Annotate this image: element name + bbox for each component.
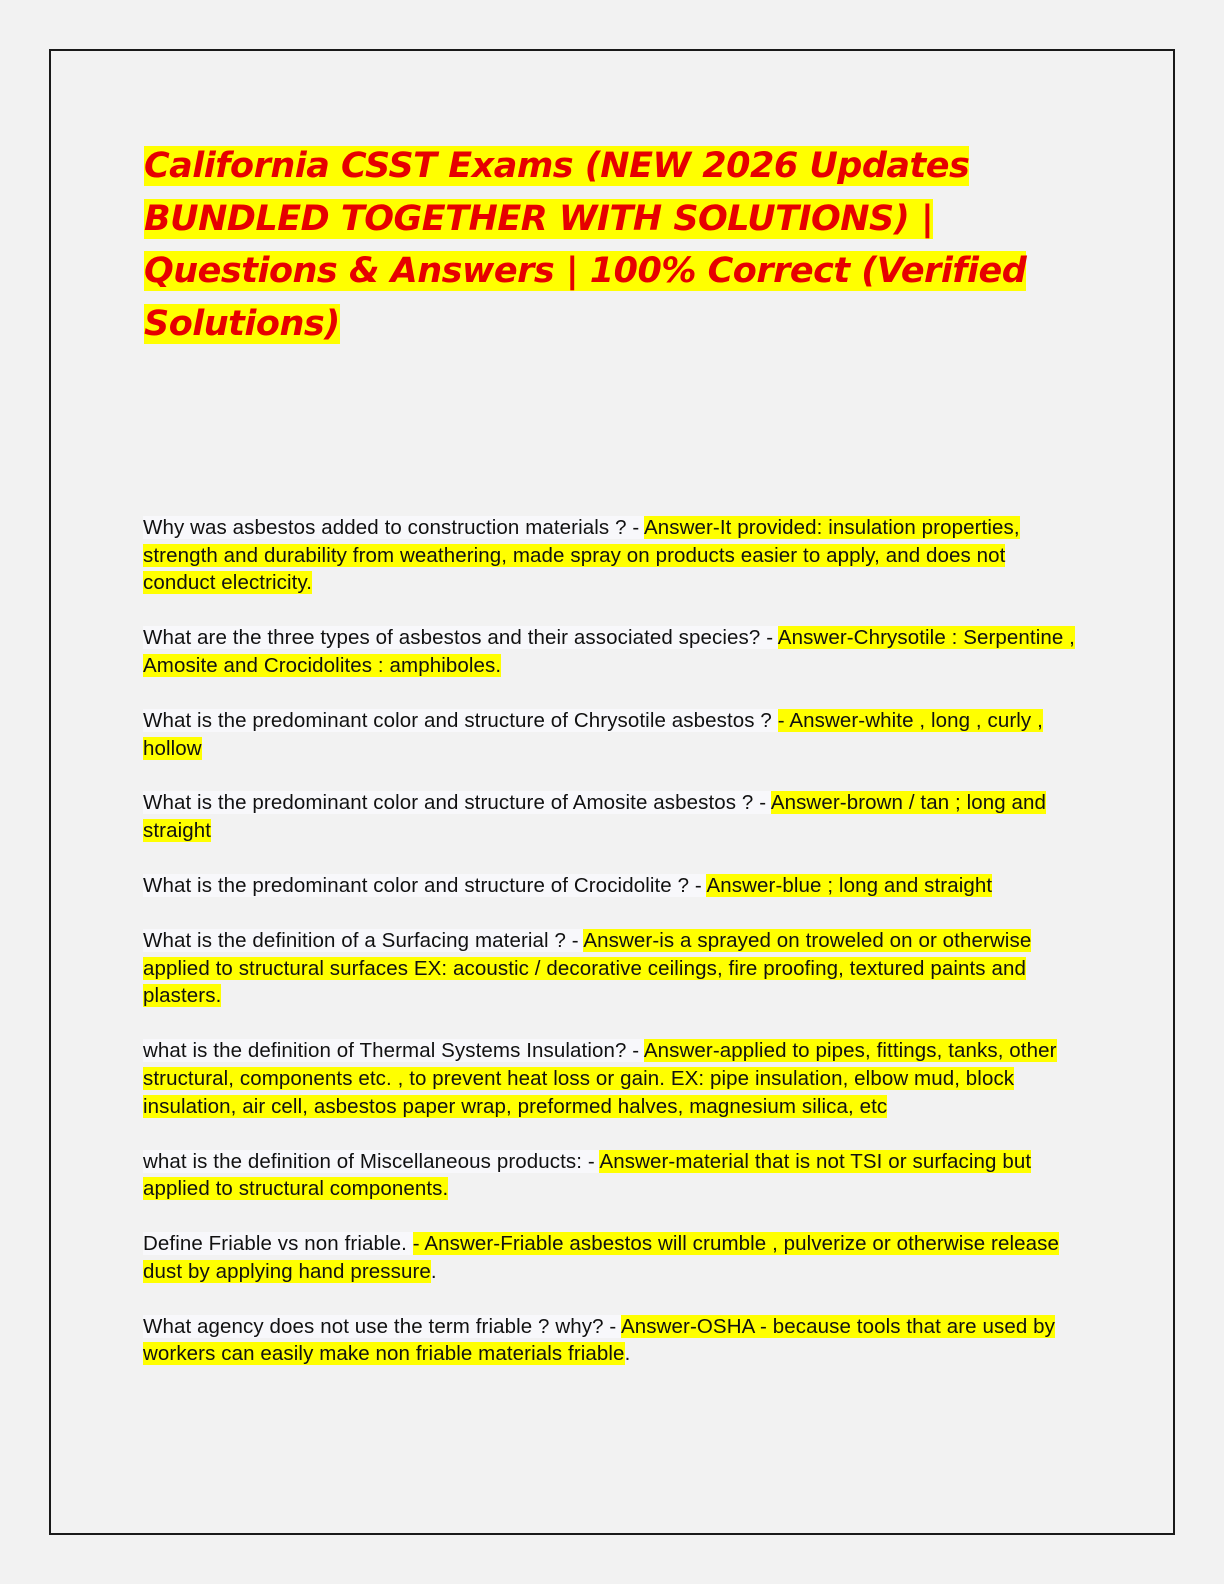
qa-answer: Answer-brown / tan ; long and straight bbox=[143, 791, 1047, 843]
qa-item bbox=[143, 1230, 1078, 1285]
qa-answer: Answer-Chrysotile : Serpentine , Amosite and Crocidolites : amphiboles. bbox=[143, 626, 1075, 677]
qa-answer: Answer-It provided: insulation properties, strength and durability from weathering, made spray on products easier to apply, and does not conduct electricity. bbox=[143, 516, 1020, 595]
qa-item bbox=[143, 624, 1078, 679]
qa-question: Define Friable vs non friable. bbox=[143, 1232, 413, 1256]
qa-question: What are the three types of asbestos and their associated species? - bbox=[143, 626, 778, 650]
qa-item bbox=[143, 514, 1078, 597]
qa-question: What is the predominant color and structure of Chrysotile asbestos ? bbox=[143, 708, 778, 732]
qa-item bbox=[143, 707, 1078, 762]
qa-list bbox=[143, 514, 1078, 1395]
document-title bbox=[144, 140, 1064, 350]
qa-question: What agency does not use the term friable ? why? - bbox=[143, 1314, 621, 1338]
qa-question: what is the definition of Thermal Systems Insulation? - bbox=[143, 1039, 644, 1063]
qa-question: What is the predominant color and structure of Crocidolite ? - bbox=[143, 874, 707, 898]
qa-answer: - Answer-white , long , curly , hollow bbox=[143, 708, 1043, 760]
qa-answer: - Answer-Friable asbestos will crumble , pulverize or otherwise release dust by applying hand pressure bbox=[143, 1232, 1059, 1283]
qa-answer: Answer-blue ; long and straight bbox=[706, 874, 993, 898]
qa-question: What is the predominant color and structure of Amosite asbestos ? - bbox=[143, 791, 771, 815]
qa-trailing: . bbox=[624, 1342, 631, 1366]
qa-item bbox=[143, 872, 1078, 900]
qa-question: What is the definition of a Surfacing material ? - bbox=[143, 928, 584, 952]
qa-answer: Answer-applied to pipes, fittings, tanks, other structural, components etc. , to prevent heat loss or gain. EX: pipe insulation, elbow mud, block insulation, air cell, asbestos paper wrap, preformed halves, magnesium silica, etc bbox=[143, 1039, 1057, 1118]
document-title-text: California CSST Exams (NEW 2026 Updates BUNDLED TOGETHER WITH SOLUTIONS) | Questions & Answers | 100% Correct (Verified Solutions) bbox=[144, 146, 1027, 344]
qa-item bbox=[143, 1148, 1078, 1203]
qa-question: what is the definition of Miscellaneous products: - bbox=[143, 1149, 600, 1173]
qa-answer: Answer-OSHA - because tools that are used by workers can easily make non friable materials friable bbox=[143, 1314, 1055, 1366]
qa-answer: Answer-is a sprayed on troweled on or otherwise applied to structural surfaces EX: acoustic / decorative ceilings, fire proofing, textured paints and plasters. bbox=[143, 928, 1032, 1008]
qa-item bbox=[143, 789, 1078, 844]
qa-answer: Answer-material that is not TSI or surfacing but applied to structural components. bbox=[143, 1149, 1032, 1201]
qa-item bbox=[143, 927, 1078, 1010]
qa-item bbox=[143, 1313, 1078, 1368]
qa-item bbox=[143, 1037, 1078, 1120]
qa-trailing: . bbox=[430, 1259, 437, 1283]
qa-question: Why was asbestos added to construction materials ? - bbox=[143, 516, 644, 539]
